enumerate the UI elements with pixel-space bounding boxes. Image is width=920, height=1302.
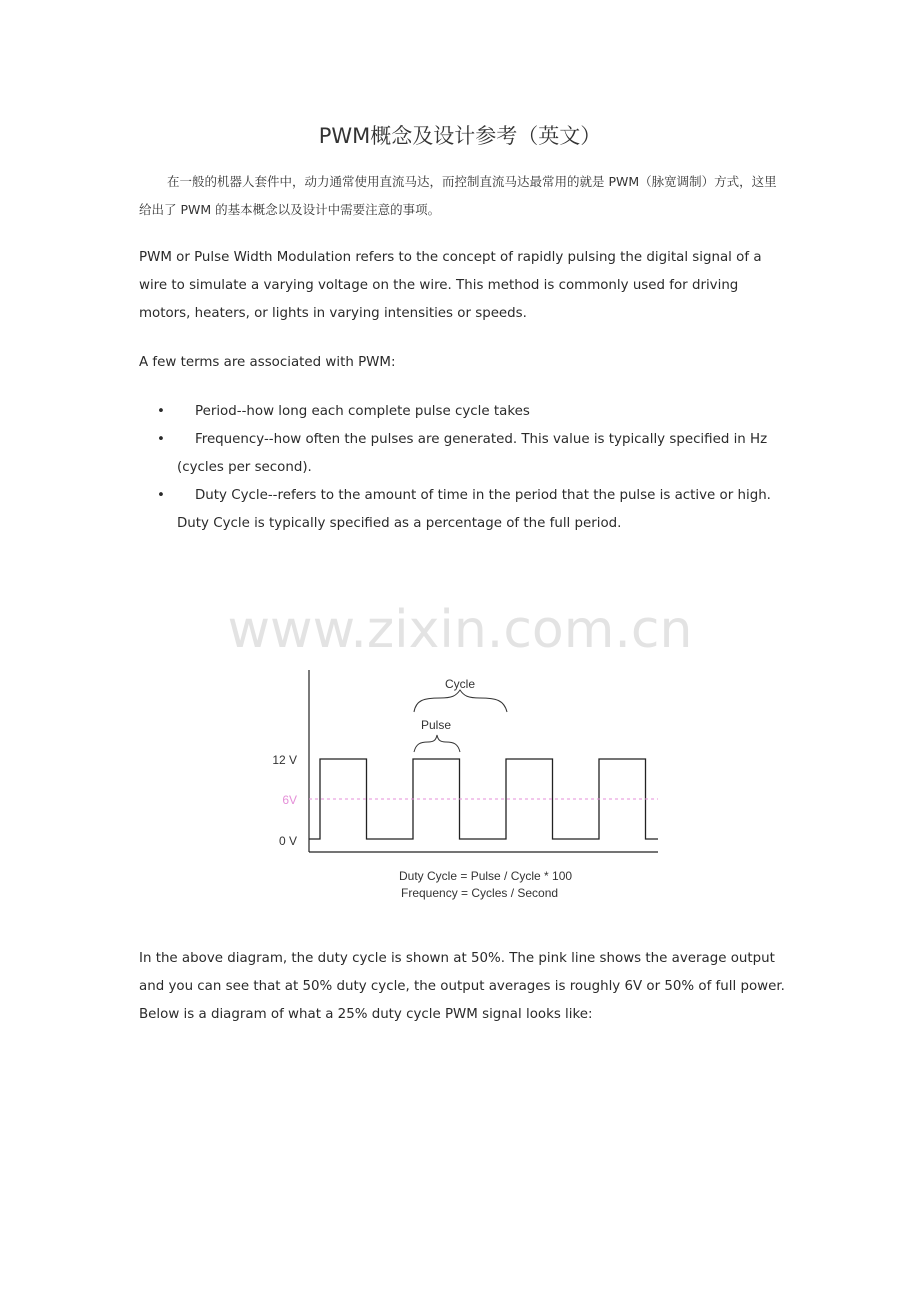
formula-duty-cycle: Duty Cycle = Pulse / Cycle * 100 <box>399 869 573 883</box>
term-text: Period--how long each complete pulse cycle takes <box>195 404 530 419</box>
page-title: PWM概念及设计参考（英文） <box>318 124 602 148</box>
bullet-icon: • <box>157 404 165 419</box>
label-0v: 0 V <box>278 834 297 848</box>
formula-frequency: Frequency = Cycles / Second <box>401 886 559 900</box>
pwm-definition-paragraph: PWM or Pulse Width Modulation refers to the concept of rapidly pulsing the digital signal of a wire to simulate a varying voltage on the wire. This method is commonly used for driving motors, heaters, or lights in varying intensities or speeds. <box>139 250 762 321</box>
pulse-brace-icon <box>414 735 460 752</box>
chinese-intro-paragraph: 在一般的机器人套件中，动力通常使用直流马达，而控制直流马达最常用的就是 PWM（脉宽调制）方式，这里给出了 PWM 的基本概念以及设计中需要注意的事项。 <box>139 174 777 217</box>
label-6v: 6V <box>282 793 297 807</box>
bullet-icon: • <box>157 488 165 503</box>
term-text: Frequency--how often the pulses are generated. This value is typically specified in Hz (cycles per second). <box>177 432 768 475</box>
terms-intro-paragraph: A few terms are associated with PWM: <box>139 355 396 370</box>
watermark: www.zixin.com.cn <box>227 600 693 660</box>
cycle-brace-icon <box>414 690 507 712</box>
diagram-explanation-paragraph: In the above diagram, the duty cycle is shown at 50%. The pink line shows the average output and you can see that at 50% duty cycle, the output averages is roughly 6V or 50% of full power. Below is a diagram of what a 25% duty cycle PWM signal looks like: <box>139 951 785 1022</box>
label-cycle: Cycle <box>444 677 476 691</box>
term-text: Duty Cycle--refers to the amount of time in the period that the pulse is active or high. Duty Cycle is typically specified as a percentage of the full period. <box>177 488 771 531</box>
bullet-icon: • <box>157 432 165 447</box>
label-pulse: Pulse <box>420 718 452 732</box>
label-12v: 12 V <box>272 753 297 767</box>
